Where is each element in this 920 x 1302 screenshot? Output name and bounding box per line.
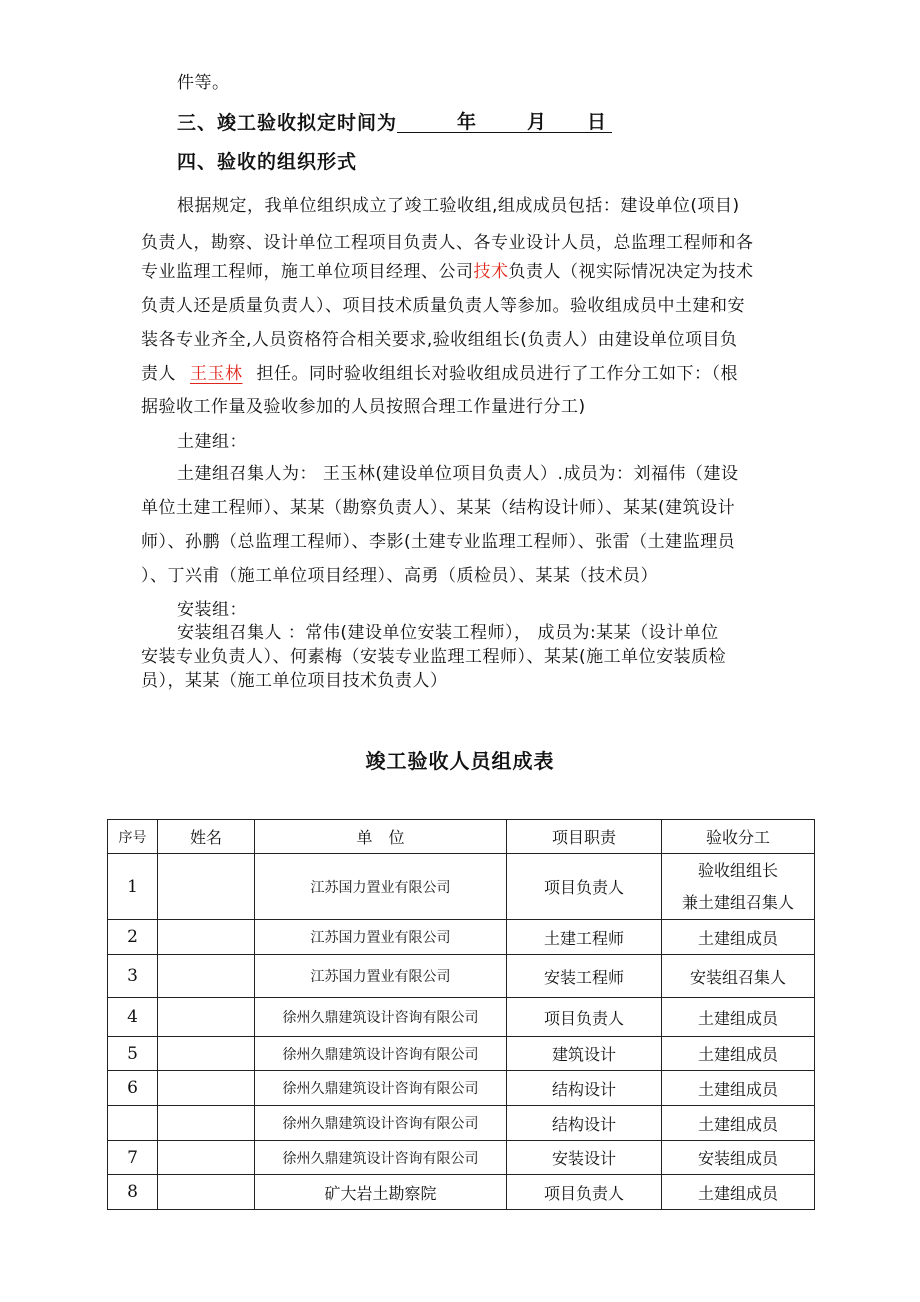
cell-role: 土建组成员 xyxy=(662,1175,815,1210)
cell-unit: 徐州久鼎建筑设计咨询有限公司 xyxy=(255,998,507,1037)
header-unit: 单 位 xyxy=(255,820,507,854)
header-role: 验收分工 xyxy=(662,820,815,854)
para1-line6 xyxy=(141,364,801,384)
cell-role xyxy=(662,854,815,920)
cell-duty: 安装设计 xyxy=(507,1141,662,1175)
cell-seq: 3 xyxy=(108,955,158,998)
cell-seq: 6 xyxy=(108,1071,158,1106)
table-row xyxy=(108,998,815,1037)
para1-line5: 装各专业齐全,人员资格符合相关要求,验收组组长(负责人）由建设单位项目负 xyxy=(141,330,738,350)
table-row xyxy=(108,1106,815,1141)
cell-name xyxy=(158,998,255,1037)
cell-unit: 矿大岩土勘察院 xyxy=(255,1175,507,1210)
table-row xyxy=(108,854,815,920)
install-line2: 安装专业负责人）、何素梅（安装专业监理工程师）、某某(施工单位安装质检 xyxy=(141,647,727,667)
table-row xyxy=(108,955,815,998)
table-row xyxy=(108,920,815,955)
section-4-heading: 四、验收的组织形式 xyxy=(177,151,358,173)
section-3-label: 三、竣工验收拟定时间为 xyxy=(177,112,398,134)
table-title: 竣工验收人员组成表 xyxy=(365,749,555,773)
header-duty: 项目职责 xyxy=(507,820,662,854)
cell-role: 土建组成员 xyxy=(662,1037,815,1071)
section-3-heading xyxy=(177,112,837,133)
cell-duty: 项目负责人 xyxy=(507,854,662,920)
cell-role-line2: 兼土建组召集人 xyxy=(681,892,794,912)
cell-role: 安装组成员 xyxy=(662,1141,815,1175)
cell-unit: 徐州久鼎建筑设计咨询有限公司 xyxy=(255,1106,507,1141)
cell-role-line1: 验收组组长 xyxy=(697,860,778,880)
leader-name: 王玉林 xyxy=(190,364,243,384)
cell-name xyxy=(158,920,255,955)
civil-line3: 师）、孙鹏（总监理工程师）、李影(土建专业监理工程师）、张雷（土建监理员 xyxy=(141,532,736,552)
civil-line2: 单位土建工程师）、某某（勘察负责人）、某某（结构设计师）、某某(建筑设计 xyxy=(141,498,736,518)
cell-name xyxy=(158,1106,255,1141)
day-blank: 日 xyxy=(582,112,612,133)
para1-line3-a: 专业监理工程师，施工单位项目经理、公司 xyxy=(141,262,474,282)
cell-seq: 5 xyxy=(108,1037,158,1071)
para1-line1: 根据规定，我单位组织成立了竣工验收组,组成成员包括：建设单位(项目) xyxy=(177,196,740,216)
civil-group-label: 土建组： xyxy=(177,432,247,452)
cell-duty: 土建工程师 xyxy=(507,920,662,955)
cell-role: 土建组成员 xyxy=(662,1106,815,1141)
para1-line4: 负责人还是质量负责人）、项目技术质量负责人等参加。验收组成员中土建和安 xyxy=(141,296,745,316)
cell-unit: 徐州久鼎建筑设计咨询有限公司 xyxy=(255,1071,507,1106)
cell-seq: 2 xyxy=(108,920,158,955)
install-group-label: 安装组： xyxy=(177,600,247,620)
para1-line3 xyxy=(141,262,801,282)
table-row xyxy=(108,1175,815,1210)
cell-duty: 结构设计 xyxy=(507,1071,662,1106)
para1-line3-b: 负责人（视实际情况决定为技术 xyxy=(508,262,754,282)
month-blank: 月 xyxy=(522,112,552,133)
highlight-tech: 技术 xyxy=(473,262,509,282)
cell-unit: 徐州久鼎建筑设计咨询有限公司 xyxy=(255,1037,507,1071)
year-blank: 年 xyxy=(452,112,482,133)
table-header-row xyxy=(108,820,815,854)
cell-duty: 结构设计 xyxy=(507,1106,662,1141)
header-seq: 序号 xyxy=(108,820,158,854)
acceptance-members-table xyxy=(107,819,815,1210)
cell-unit: 江苏国力置业有限公司 xyxy=(255,955,507,998)
civil-line4: ）、丁兴甫（施工单位项目经理）、高勇（质检员）、某某（技术员） xyxy=(141,566,658,586)
para1-line6-b: 担任。同时验收组组长对验收组成员进行了工作分工如下：（根 xyxy=(256,364,738,384)
install-line3: 员），某某（施工单位项目技术负责人） xyxy=(141,671,448,691)
cell-role: 土建组成员 xyxy=(662,998,815,1037)
cell-duty: 安装工程师 xyxy=(507,955,662,998)
para1-line2: 负责人，勘察、设计单位工程项目负责人、各专业设计人员，总监理工程师和各 xyxy=(141,233,754,253)
header-name: 姓名 xyxy=(158,820,255,854)
cell-role: 土建组成员 xyxy=(662,1071,815,1106)
cell-seq: 8 xyxy=(108,1175,158,1210)
install-line1: 安装组召集人 ：常伟(建设单位安装工程师）， 成员为:某某（设计单位 xyxy=(177,623,719,643)
cell-name xyxy=(158,854,255,920)
cell-seq xyxy=(108,1106,158,1141)
civil-line1: 土建组召集人为： 王玉林(建设单位项目负责人）.成员为：刘福伟（建设 xyxy=(177,464,739,484)
para1-line6-a: 责人 xyxy=(141,364,176,384)
table-row xyxy=(108,1141,815,1175)
table-row xyxy=(108,1071,815,1106)
cell-duty: 项目负责人 xyxy=(507,998,662,1037)
cell-duty: 建筑设计 xyxy=(507,1037,662,1071)
cell-duty: 项目负责人 xyxy=(507,1175,662,1210)
cell-name xyxy=(158,1141,255,1175)
para1-line7: 据验收工作量及验收参加的人员按照合理工作量进行分工) xyxy=(141,397,586,417)
cell-name xyxy=(158,1037,255,1071)
table-row xyxy=(108,1037,815,1071)
cell-unit: 江苏国力置业有限公司 xyxy=(255,854,507,920)
cell-role: 土建组成员 xyxy=(662,920,815,955)
cell-role: 安装组召集人 xyxy=(662,955,815,998)
cell-seq: 7 xyxy=(108,1141,158,1175)
cell-seq: 1 xyxy=(108,854,158,920)
cell-unit: 江苏国力置业有限公司 xyxy=(255,920,507,955)
cell-seq: 4 xyxy=(108,998,158,1037)
cell-name xyxy=(158,1175,255,1210)
cell-name xyxy=(158,955,255,998)
cell-name xyxy=(158,1071,255,1106)
paragraph-continuation: 件等。 xyxy=(177,73,230,93)
cell-unit: 徐州久鼎建筑设计咨询有限公司 xyxy=(255,1141,507,1175)
